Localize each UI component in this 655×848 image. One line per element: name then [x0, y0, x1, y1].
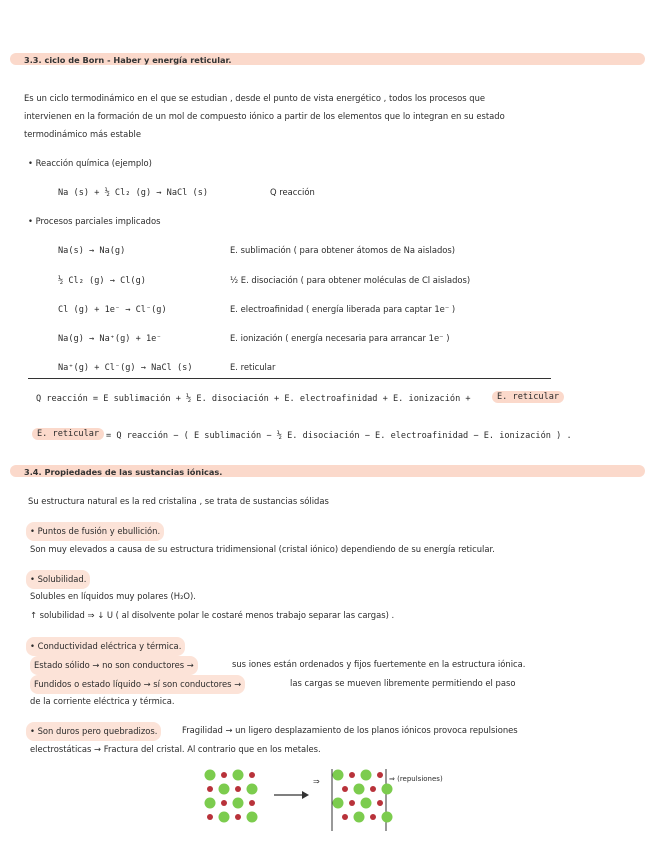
anion-ion [342, 814, 348, 820]
cation-ion [354, 812, 365, 823]
anion-ion [342, 786, 348, 792]
process-desc-3: E. electroafinidad ( energía liberada para captar 1e⁻ ) [230, 304, 456, 314]
prop-hardness-text: Fragilidad → un ligero desplazamiento de los planos iónicos provoca repulsiones [182, 725, 518, 735]
prop-solubility-head: • Solubilidad. [26, 570, 90, 589]
anion-ion [370, 814, 376, 820]
shift-arrow [274, 791, 309, 799]
cation-ion [382, 812, 393, 823]
process-eq-4: Na(g) → Na⁺(g) + 1e⁻ [58, 334, 162, 344]
crystal-lattice-after [333, 770, 393, 823]
prop-conductivity-head: • Conductividad eléctrica y térmica. [26, 637, 185, 656]
reticular-head: E. reticular [32, 428, 104, 440]
cation-ion [233, 798, 244, 809]
process-desc-5: E. reticular [230, 362, 276, 372]
sum-equation-reticular: E. reticular [492, 391, 564, 403]
diagram-repulsion-label: ⇒ (repulsiones) [389, 775, 443, 783]
anion-ion [207, 786, 213, 792]
process-eq-3: Cl (g) + 1e⁻ → Cl⁻(g) [58, 305, 167, 315]
anion-ion [235, 814, 241, 820]
anion-ion [235, 786, 241, 792]
cation-ion [205, 798, 216, 809]
intro-line-3: termodinámico más estable [24, 129, 142, 139]
bullet-reaction: • Reacción química (ejemplo) [28, 158, 152, 168]
prop-solubility-line-2: ↑ solubilidad ⇒ ↓ U ( al disolvente polar le costaré menos trabajo separar las cargas) . [30, 610, 395, 620]
prop-conductivity-liquid-reason: las cargas se mueven libremente permitiendo el paso [290, 678, 516, 688]
diagram-implies-arrow: ⇒ [313, 777, 320, 786]
anion-ion [221, 772, 227, 778]
process-desc-4: E. ionización ( energía necesaria para arrancar 1e⁻ ) [230, 333, 450, 343]
cation-ion [219, 812, 230, 823]
anion-ion [377, 772, 383, 778]
cation-ion [361, 770, 372, 781]
section-title-properties: 3.4. Propiedades de las sustancias iónicas. [24, 467, 223, 477]
prop-hardness-head: • Son duros pero quebradizos. [26, 722, 161, 741]
process-eq-2: ½ Cl₂ (g) → Cl(g) [58, 276, 146, 286]
prop-conductivity-line-3: de la corriente eléctrica y térmica. [30, 696, 175, 706]
process-desc-1: E. sublimación ( para obtener átomos de Na aislados) [230, 245, 456, 255]
anion-ion [349, 800, 355, 806]
cation-ion [247, 784, 258, 795]
prop-solubility-line-1: Solubles en líquidos muy polares (H₂O). [30, 591, 196, 601]
prop-melting-text: Son muy elevados a causa de su estructura tridimensional (cristal iónico) dependiendo de su energía reticular. [30, 544, 495, 554]
properties-intro: Su estructura natural es la red cristalina , se trata de sustancias sólidas [28, 496, 329, 506]
anion-ion [377, 800, 383, 806]
cation-ion [354, 784, 365, 795]
cation-ion [219, 784, 230, 795]
sum-divider [28, 378, 551, 379]
prop-conductivity-solid-reason: sus iones están ordenados y fijos fuertemente en la estructura iónica. [232, 659, 526, 669]
process-eq-1: Na(s) → Na(g) [58, 246, 126, 256]
reaction-label: Q reacción [270, 187, 315, 197]
cation-ion [361, 798, 372, 809]
cation-ion [382, 784, 393, 795]
prop-conductivity-solid: Estado sólido → no son conductores → [30, 656, 198, 675]
anion-ion [221, 800, 227, 806]
prop-melting-head: • Puntos de fusión y ebullición. [26, 522, 164, 541]
prop-hardness-line-2: electrostáticas → Fractura del cristal. Al contrario que en los metales. [30, 744, 321, 754]
reticular-solve-eq: = Q reacción − ( E sublimación − ½ E. disociación − E. electroafinidad − E. ionización ) . [106, 431, 572, 441]
cation-ion [333, 770, 344, 781]
anion-ion [249, 772, 255, 778]
intro-line-2: intervienen en la formación de un mol de compuesto iónico a partir de los elementos que lo integran en su estado [24, 111, 505, 121]
cation-ion [205, 770, 216, 781]
crystal-lattice-before [205, 770, 258, 823]
anion-ion [207, 814, 213, 820]
cation-ion [333, 798, 344, 809]
reaction-equation: Na (s) + ½ Cl₂ (g) → NaCl (s) [58, 188, 209, 198]
process-desc-2: ½ E. disociación ( para obtener moléculas de Cl aislados) [230, 275, 471, 285]
cation-ion [233, 770, 244, 781]
anion-ion [249, 800, 255, 806]
section-title-born-haber: 3.3. ciclo de Born - Haber y energía reticular. [24, 55, 232, 65]
intro-line-1: Es un ciclo termodinámico en el que se estudian , desde el punto de vista energético , todos los procesos que [24, 93, 486, 103]
anion-ion [370, 786, 376, 792]
bullet-processes: • Procesos parciales implicados [28, 216, 161, 226]
process-eq-5: Na⁺(g) + Cl⁻(g) → NaCl (s) [58, 363, 193, 373]
sum-equation: Q reacción = E sublimación + ½ E. disociación + E. electroafinidad + E. ionización + [36, 394, 471, 404]
cation-ion [247, 812, 258, 823]
prop-conductivity-liquid: Fundidos o estado líquido → sí son conductores → [30, 675, 245, 694]
anion-ion [349, 772, 355, 778]
